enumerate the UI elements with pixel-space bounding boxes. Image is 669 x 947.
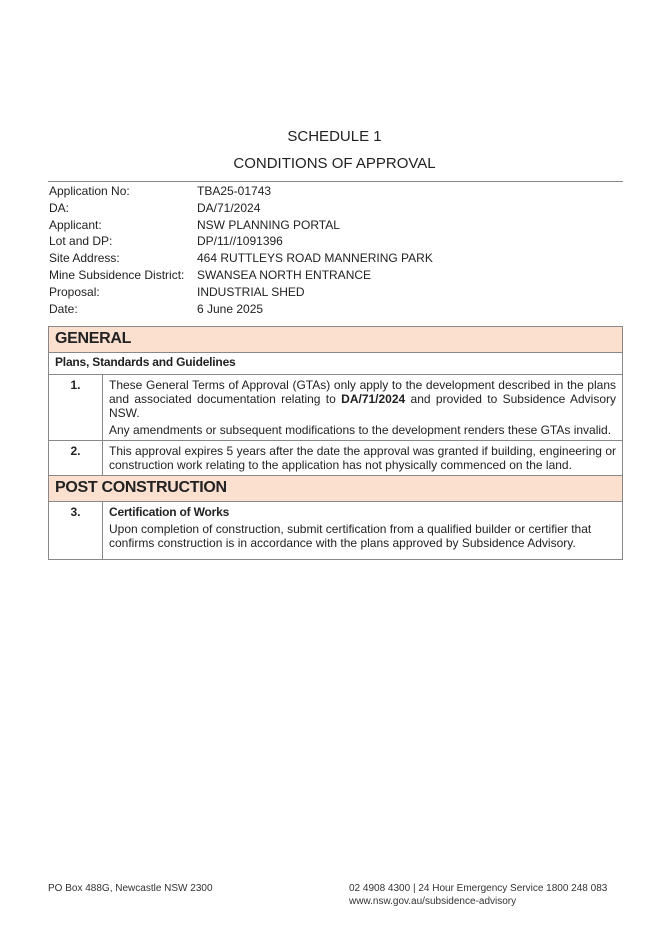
section-header-post-construction <box>49 476 623 502</box>
footer-address: PO Box 488G, Newcastle NSW 2300 <box>48 883 213 894</box>
info-value: NSW PLANNING PORTAL <box>197 217 340 232</box>
section-heading: GENERAL <box>49 327 623 353</box>
condition-paragraph <box>109 378 616 420</box>
info-value: DA/71/2024 <box>197 200 261 215</box>
info-row-application-no <box>49 183 433 200</box>
info-value: INDUSTRIAL SHED <box>197 284 305 299</box>
condition-text <box>103 502 623 560</box>
condition-text-part: and provided to Subsidence Advisory NSW. <box>109 392 616 420</box>
condition-row <box>49 441 623 476</box>
application-details <box>49 183 433 317</box>
spacer <box>109 552 616 556</box>
info-row-proposal <box>49 284 433 301</box>
da-reference: DA/71/2024 <box>341 392 406 406</box>
footer-phone: 02 4908 4300 | 24 Hour Emergency Service 1800 248 083 <box>349 883 608 894</box>
info-label: Application No: <box>49 184 130 198</box>
info-row-lot-dp <box>49 233 433 250</box>
condition-number: 3. <box>49 502 103 560</box>
condition-row <box>49 375 623 441</box>
info-row-site-address <box>49 250 433 267</box>
info-label: Lot and DP: <box>49 234 113 249</box>
info-label: Mine Subsidence District: <box>49 267 185 282</box>
condition-number: 2. <box>49 441 103 476</box>
conditions-table <box>48 326 623 560</box>
condition-row <box>49 502 623 560</box>
condition-paragraph: This approval expires 5 years after the date the approval was granted if building, engineering or construction work relating to the application has not physically commenced on the land. <box>109 444 616 472</box>
condition-number: 1. <box>49 375 103 441</box>
info-label: Date: <box>49 301 78 316</box>
footer-website: www.nsw.gov.au/subsidence-advisory <box>349 896 517 907</box>
info-row-da <box>49 200 433 217</box>
info-row-district <box>49 267 433 284</box>
condition-paragraph: Any amendments or subsequent modifications to the development renders these GTAs invalid. <box>109 423 612 437</box>
info-value: 6 June 2025 <box>197 301 264 316</box>
info-value: DP/11//1091396 <box>197 234 283 249</box>
condition-heading: Certification of Works <box>109 505 230 519</box>
info-label: Site Address: <box>49 251 120 266</box>
info-value: 464 RUTTLEYS ROAD MANNERING PARK <box>197 251 433 266</box>
info-value: SWANSEA NORTH ENTRANCE <box>197 267 372 282</box>
info-row-applicant <box>49 217 433 234</box>
schedule-title: SCHEDULE 1 <box>287 128 382 145</box>
section-header-general <box>49 327 623 353</box>
divider <box>48 181 623 182</box>
conditions-title: CONDITIONS OF APPROVAL <box>233 155 436 172</box>
condition-text-part: These General Terms of Approval (GTAs) only apply to the development described in the plans and associated documentation relating to <box>109 378 616 406</box>
info-row-date <box>49 301 433 318</box>
condition-text <box>103 375 623 441</box>
info-label: Proposal: <box>49 284 100 299</box>
section-heading: POST CONSTRUCTION <box>49 476 623 502</box>
subsection-heading: Plans, Standards and Guidelines <box>49 353 623 375</box>
info-label: DA: <box>49 200 70 215</box>
subsection-header <box>49 353 623 375</box>
condition-text <box>103 441 623 476</box>
info-label: Applicant: <box>49 217 102 232</box>
info-value: TBA25-01743 <box>197 184 272 198</box>
condition-paragraph: Upon completion of construction, submit certification from a qualified builder or certifier that confirms construction is in accordance with the plans approved by Subsidence Advisory. <box>109 522 592 550</box>
